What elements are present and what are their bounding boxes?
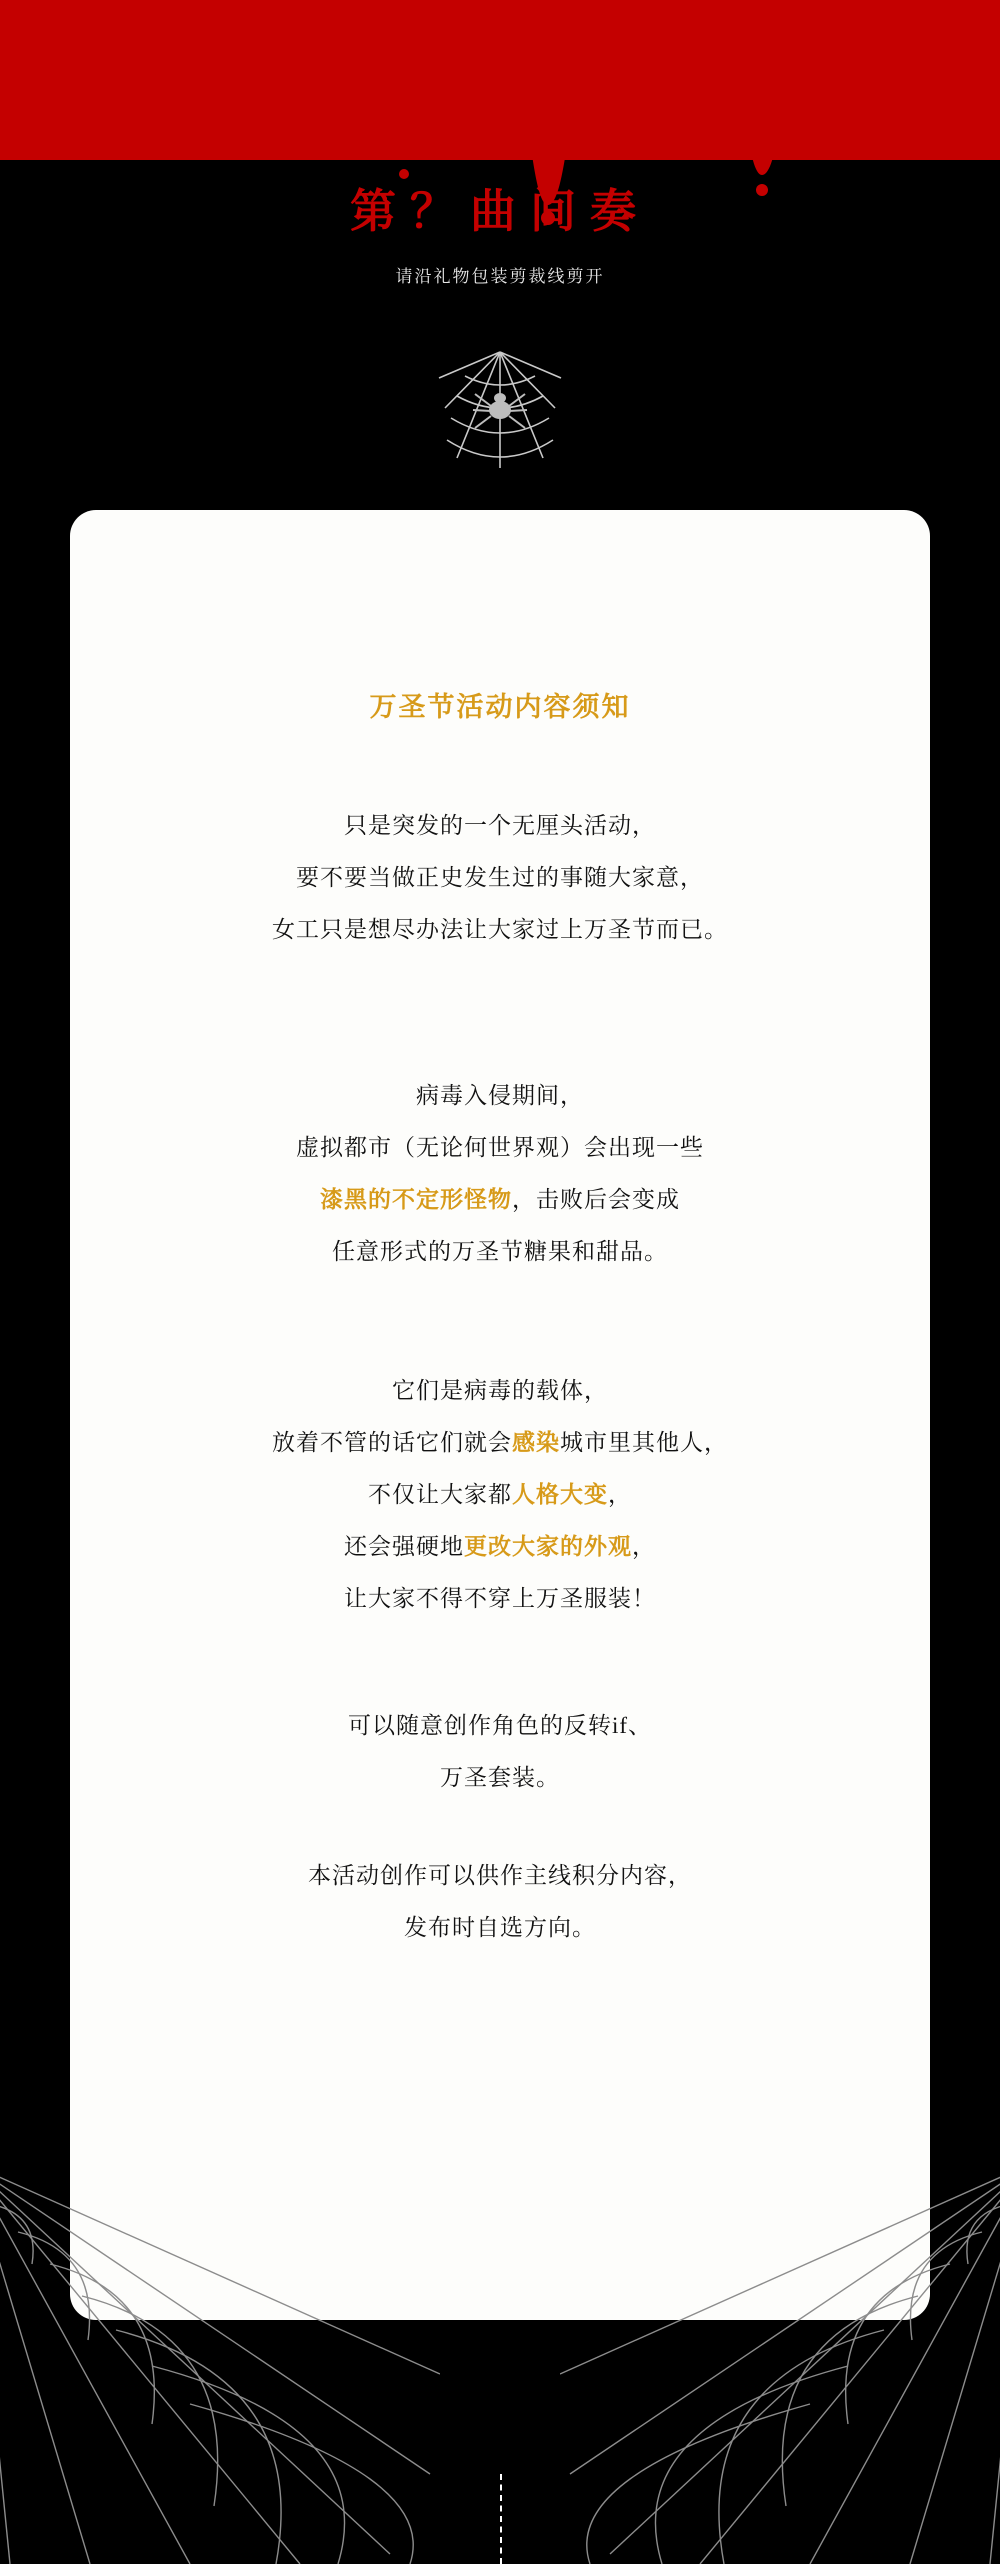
dashed-cut-line <box>500 2474 502 2564</box>
body-text: 任意形式的万圣节糖果和甜品。 <box>332 1239 668 1264</box>
body-text: 只是突发的一个无厘头活动， <box>344 813 656 838</box>
paragraph-5 <box>70 1850 930 1954</box>
spider-web-icon <box>560 2144 1000 2564</box>
body-text: 女工只是想尽办法让大家过上万圣节而已。 <box>272 917 728 942</box>
body-text: 城市里其他人， <box>560 1430 728 1455</box>
body-text: 虚拟都市（无论何世界观）会出现一些 <box>296 1135 704 1160</box>
paragraph-2 <box>70 1070 930 1278</box>
spider-web-icon <box>435 348 565 478</box>
highlight-text: 漆黑的不定形怪物 <box>320 1187 512 1212</box>
body-line <box>70 1070 930 1122</box>
highlight-text: 人格大变 <box>512 1482 608 1507</box>
body-text: ， <box>632 1534 656 1559</box>
spider-web-icon <box>0 2144 440 2564</box>
body-text: 它们是病毒的载体， <box>392 1378 608 1403</box>
body-line <box>70 1902 930 1954</box>
body-text: 不仅让大家都 <box>368 1482 512 1507</box>
page-subtitle: 请沿礼物包装剪裁线剪开 <box>395 267 605 286</box>
body-text: 可以随意创作角色的反转if、 <box>347 1713 653 1738</box>
body-line <box>70 1850 930 1902</box>
paragraph-4 <box>70 1700 930 1804</box>
highlight-text: 感染 <box>512 1430 560 1455</box>
body-line <box>70 1573 930 1625</box>
body-line <box>70 1122 930 1174</box>
body-text: 要不要当做正史发生过的事随大家意， <box>296 865 704 890</box>
body-text: 本活动创作可以供作主线积分内容， <box>308 1863 692 1888</box>
body-text: 万圣套装。 <box>440 1765 560 1790</box>
body-text: 放着不管的话它们就会 <box>272 1430 512 1455</box>
body-line <box>70 1226 930 1278</box>
body-line <box>70 1469 930 1521</box>
body-text: ， <box>608 1482 632 1507</box>
body-line <box>70 800 930 852</box>
page-title: 第？曲间奏 <box>350 186 650 237</box>
body-line <box>70 1752 930 1804</box>
body-text: ，击败后会变成 <box>512 1187 680 1212</box>
body-line <box>70 1521 930 1573</box>
body-text: 病毒入侵期间， <box>416 1083 584 1108</box>
body-line <box>70 1700 930 1752</box>
body-text: 让大家不得不穿上万圣服装！ <box>344 1586 656 1611</box>
body-line <box>70 1174 930 1226</box>
body-text: 还会强硬地 <box>344 1534 464 1559</box>
body-line <box>70 852 930 904</box>
body-line <box>70 1417 930 1469</box>
paragraph-1 <box>70 800 930 956</box>
content-card <box>70 510 930 2320</box>
body-line <box>70 1365 930 1417</box>
paragraph-3 <box>70 1365 930 1625</box>
highlight-text: 更改大家的外观 <box>464 1534 632 1559</box>
body-line <box>70 904 930 956</box>
card-title: 万圣节活动内容须知 <box>369 692 631 722</box>
body-text: 发布时自选方向。 <box>404 1915 596 1940</box>
